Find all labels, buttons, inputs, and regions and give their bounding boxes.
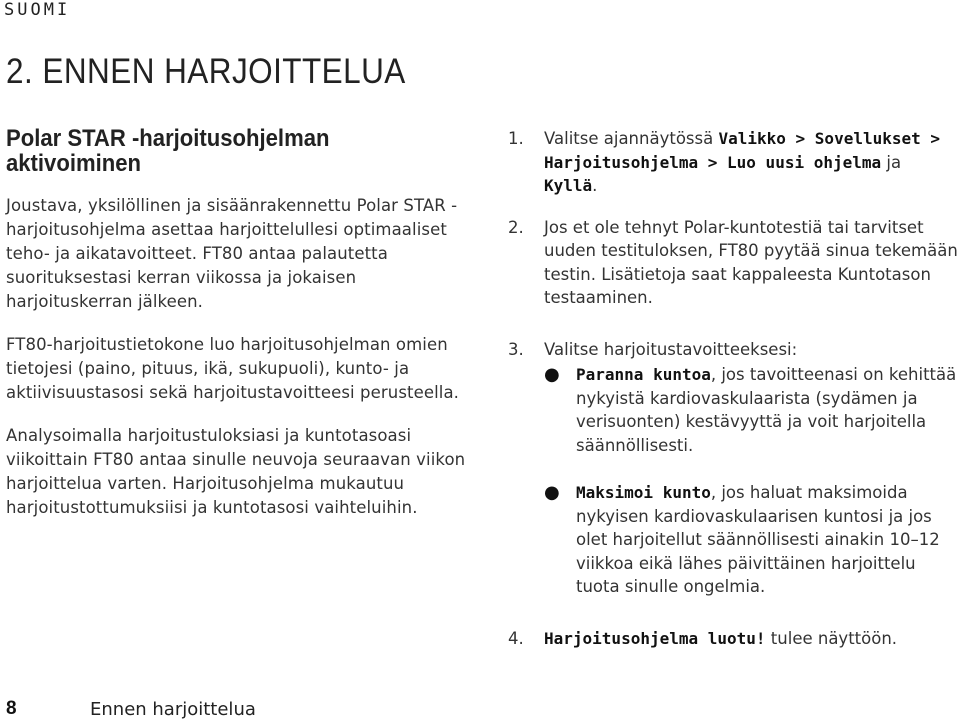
step-text-post: . — [592, 176, 598, 195]
goal-description: , jos tavoitteenasi on kehittää nykyistä kardiovaskulaarista (sydämen ja verisuonten) kestävyyttä ja voit harjoitella säännöllisesti. — [576, 365, 957, 455]
step-text: Jos et ole tehnyt Polar-kuntotestiä tai tarvitset uuden testituloksen, FT80 pyytää sinua tekemään testin. Lisätietoja saat kappaleesta Kuntotason testaaminen. — [544, 217, 958, 307]
goal-option: Maksimoi kunto — [576, 483, 711, 502]
section-heading: Polar STAR -harjoitusohjelman aktivoiminen — [6, 125, 330, 177]
footer-section-title: Ennen harjoittelua — [90, 699, 256, 720]
bullet-icon: ● — [544, 364, 560, 385]
goal-item — [544, 363, 958, 457]
menu-path: Valikko > Sovellukset > Harjoitusohjelma > Luo uusi ohjelma — [544, 129, 941, 172]
step-text-post: tulee näyttöön. — [765, 628, 898, 648]
step-text: Valitse harjoitustavoitteeksesi: — [544, 339, 798, 359]
step-number: 1. — [508, 129, 524, 148]
computer-paragraph: FT80-harjoitustietokone luo harjoitusohjelman omien tietojesi (paino, pituus, ikä, sukupuoli), kunto- ja aktiivisuustasosi sekä harjoitustavoitteesi perusteella. — [6, 335, 460, 402]
analysis-paragraph: Analysoimalla harjoitustuloksiasi ja kuntotasoasi viikoittain FT80 antaa sinulle neuvoja seuraavan viikon harjoittelua varten. Harjoitusohjelma mukautuu harjoitustottumuksiisi ja kuntotasosi vaihteluihin. — [6, 426, 466, 517]
step-text — [544, 627, 958, 651]
step-text — [544, 127, 958, 198]
left-column — [6, 126, 476, 539]
steps-list — [508, 127, 958, 650]
bullet-icon: ● — [544, 482, 560, 503]
goal-item — [544, 481, 958, 599]
chapter-title: 2. ENNEN HARJOITTELUA — [6, 52, 406, 91]
step-4 — [508, 627, 958, 651]
goal-option: Paranna kuntoa — [576, 365, 711, 384]
intro-paragraph: Joustava, yksilöllinen ja sisäänrakennettu Polar STAR -harjoitusohjelma asettaa harjoittelullesi optimaaliset teho- ja aikatavoitteet. FT80 antaa palautetta suorituksestasi kerran viikossa ja jokaisen harjoituskerran jälkeen. — [6, 196, 458, 311]
goal-text — [576, 363, 958, 457]
page-number: 8 — [6, 698, 17, 719]
step-1 — [508, 127, 958, 198]
step-number: 4. — [508, 628, 524, 648]
goal-text — [576, 481, 958, 599]
menu-option-yes: Kyllä — [544, 176, 593, 195]
language-label: SUOMI — [4, 0, 71, 20]
step-text-mid: ja — [881, 152, 902, 172]
step-number: 2. — [508, 217, 524, 237]
goal-description: , jos haluat maksimoida nykyisen kardiovaskulaarisen kuntosi ja jos olet harjoitellut säännöllisesti ainakin 10–12 viikkoa eikä lähes päivittäinen harjoittelu tuota sinulle ongelmia. — [576, 483, 940, 596]
step-body — [544, 338, 958, 599]
goal-list — [544, 363, 958, 599]
step-text-pre: Valitse ajannäytössä — [544, 129, 719, 148]
step-3 — [508, 338, 958, 599]
display-message: Harjoitusohjelma luotu! — [544, 628, 766, 648]
step-number: 3. — [508, 339, 524, 359]
step-2 — [508, 216, 958, 310]
